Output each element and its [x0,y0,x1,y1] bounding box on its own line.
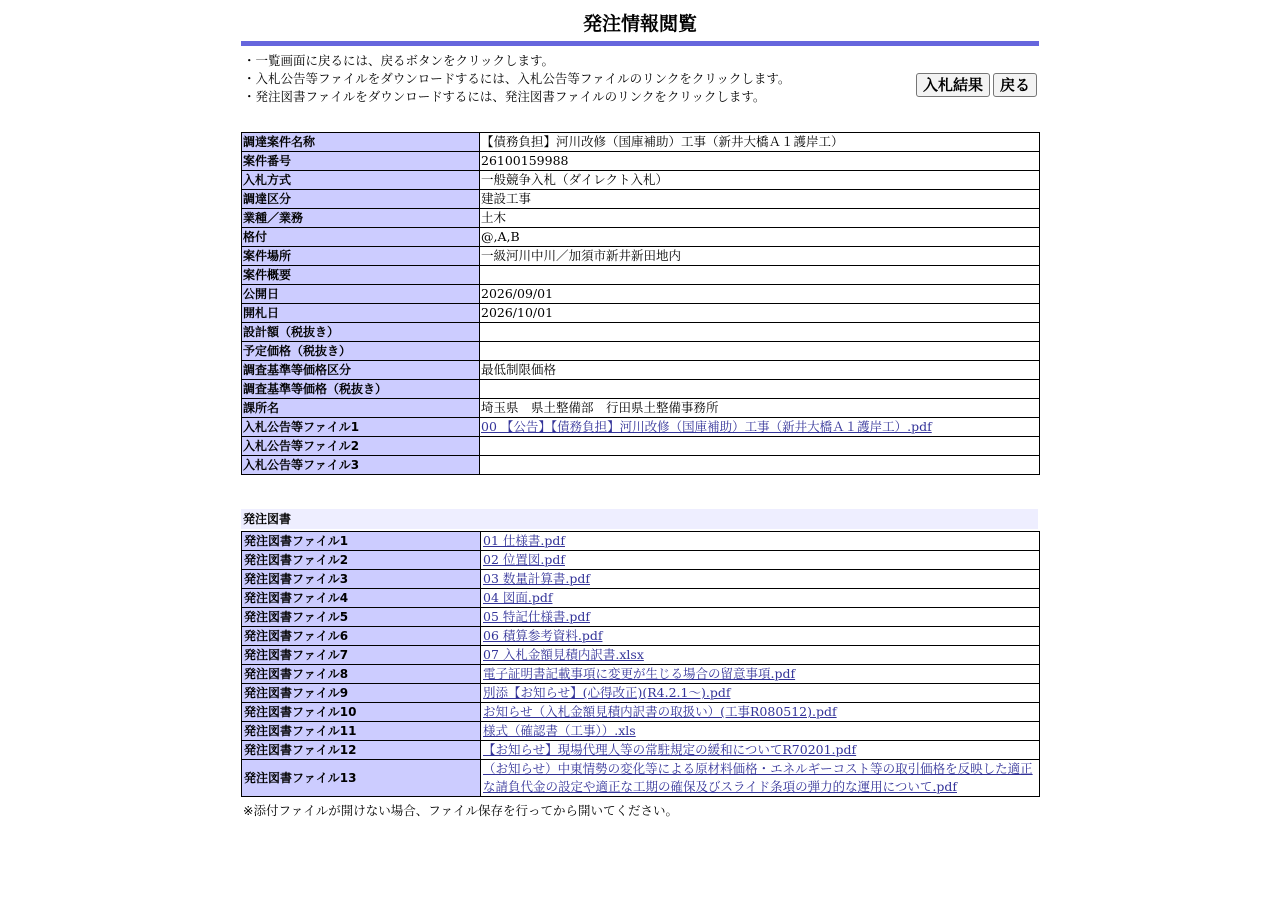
doc-label: 発注図書ファイル13 [242,760,481,797]
doc-file-link[interactable]: 別添【お知らせ】(心得改正)(R4.2.1～).pdf [483,685,731,700]
doc-value-cell [481,665,1040,684]
info-label: 公開日 [242,285,480,304]
info-value: 26100159988 [481,153,569,168]
info-label: 入札方式 [242,171,480,190]
info-row [242,399,1040,418]
info-label: 設計額（税抜き） [242,323,480,342]
info-row [242,304,1040,323]
info-row [242,323,1040,342]
info-value-cell [480,133,1040,152]
info-row [242,228,1040,247]
info-value: 土木 [481,210,507,225]
info-label: 入札公告等ファイル3 [242,456,480,475]
doc-row [242,703,1040,722]
info-label: 開札日 [242,304,480,323]
info-row [242,437,1040,456]
info-value-cell [480,247,1040,266]
doc-label: 発注図書ファイル3 [242,570,481,589]
info-value-cell [480,285,1040,304]
info-label: 入札公告等ファイル2 [242,437,480,456]
doc-file-link[interactable]: （お知らせ）中東情勢の変化等による原材料価格・エネルギーコスト等の取引価格を反映した適正な請負代金の設定や適正な工期の確保及びスライド条項の弾力的な運用について.pdf [483,761,1033,794]
info-value: 2026/10/01 [481,305,554,320]
info-row [242,361,1040,380]
doc-row [242,551,1040,570]
instructions-area [241,52,1039,132]
doc-label: 発注図書ファイル2 [242,551,481,570]
info-row [242,342,1040,361]
doc-file-link[interactable]: 05 特記仕様書.pdf [483,609,590,624]
info-value: @,A,B [481,229,520,244]
info-label: 課所名 [242,399,480,418]
doc-row [242,627,1040,646]
order-info-table [241,132,1040,475]
info-value-cell [480,380,1040,399]
doc-row [242,741,1040,760]
info-value-cell [480,228,1040,247]
info-label: 調査基準等価格（税抜き） [242,380,480,399]
doc-label: 発注図書ファイル12 [242,741,481,760]
info-value-cell [480,209,1040,228]
info-value: 建設工事 [481,191,532,206]
info-row [242,209,1040,228]
doc-label: 発注図書ファイル11 [242,722,481,741]
doc-value-cell [481,608,1040,627]
doc-label: 発注図書ファイル7 [242,646,481,665]
doc-file-link[interactable]: お知らせ（入札金額見積内訳書の取扱い）(工事R080512).pdf [483,704,837,719]
doc-row [242,589,1040,608]
info-value-cell [480,342,1040,361]
doc-file-link[interactable]: 01 仕様書.pdf [483,533,565,548]
doc-value-cell [481,703,1040,722]
doc-value-cell [481,741,1040,760]
info-value-cell [480,456,1040,475]
info-label: 入札公告等ファイル1 [242,418,480,437]
bid-results-button[interactable]: 入札結果 [916,73,990,97]
info-label: 業種／業務 [242,209,480,228]
info-value-cell [480,152,1040,171]
doc-file-link[interactable]: 02 位置図.pdf [483,552,565,567]
info-value: 【債務負担】河川改修（国庫補助）工事（新井大橋Ａ１護岸工） [481,134,844,149]
info-row [242,133,1040,152]
info-row [242,152,1040,171]
doc-label: 発注図書ファイル8 [242,665,481,684]
doc-value-cell [481,627,1040,646]
info-value-cell [480,171,1040,190]
doc-file-link[interactable]: 07 入札金額見積内訳書.xlsx [483,647,644,662]
doc-value-cell [481,589,1040,608]
page-container [241,0,1039,819]
doc-file-link[interactable]: 06 積算参考資料.pdf [483,628,603,643]
doc-row [242,722,1040,741]
info-label: 調査基準等価格区分 [242,361,480,380]
info-row [242,190,1040,209]
info-row [242,456,1040,475]
docs-section-heading: 発注図書 [241,509,1038,529]
bid-notice-file-link[interactable]: 00 【公告】【債務負担】河川改修（国庫補助）工事（新井大橋Ａ１護岸工）.pdf [481,419,932,434]
info-row [242,247,1040,266]
doc-file-link[interactable]: 03 数量計算書.pdf [483,571,590,586]
back-button[interactable]: 戻る [993,73,1037,97]
info-value-cell [480,304,1040,323]
info-value-cell [480,418,1040,437]
info-value-cell [480,437,1040,456]
doc-row [242,760,1040,797]
info-value: 2026/09/01 [481,286,554,301]
doc-row [242,646,1040,665]
doc-value-cell [481,551,1040,570]
doc-file-link[interactable]: 04 図面.pdf [483,590,553,605]
info-row [242,380,1040,399]
info-row [242,285,1040,304]
info-label: 格付 [242,228,480,247]
info-value: 最低制限価格 [481,362,557,377]
info-value: 一級河川中川／加須市新井新田地内 [481,248,682,263]
doc-file-link[interactable]: 様式（確認書（工事））.xls [483,723,636,738]
action-buttons [916,73,1037,97]
doc-label: 発注図書ファイル10 [242,703,481,722]
doc-label: 発注図書ファイル5 [242,608,481,627]
info-value-cell [480,323,1040,342]
doc-row [242,570,1040,589]
doc-file-link[interactable]: 【お知らせ】現場代理人等の常駐規定の緩和についてR70201.pdf [483,742,857,757]
info-value-cell [480,266,1040,285]
instruction-line: ・一覧画面に戻るには、戻るボタンをクリックします。 [243,53,555,68]
doc-label: 発注図書ファイル9 [242,684,481,703]
title-divider [241,41,1039,46]
doc-value-cell [481,760,1040,797]
info-value-cell [480,399,1040,418]
doc-row [242,665,1040,684]
doc-label: 発注図書ファイル4 [242,589,481,608]
doc-value-cell [481,570,1040,589]
doc-row [242,684,1040,703]
order-docs-table [241,531,1040,797]
info-value-cell [480,361,1040,380]
instruction-line: ・入札公告等ファイルをダウンロードするには、入札公告等ファイルのリンクをクリックします。 [243,71,791,86]
instruction-line: ・発注図書ファイルをダウンロードするには、発注図書ファイルのリンクをクリックします。 [243,89,766,104]
info-label: 予定価格（税抜き） [242,342,480,361]
info-label: 案件概要 [242,266,480,285]
doc-file-link[interactable]: 電子証明書記載事項に変更が生じる場合の留意事項.pdf [483,666,796,681]
info-value-cell [480,190,1040,209]
info-label: 調達案件名称 [242,133,480,152]
info-row [242,266,1040,285]
doc-value-cell [481,684,1040,703]
doc-value-cell [481,646,1040,665]
doc-label: 発注図書ファイル6 [242,627,481,646]
doc-value-cell [481,722,1040,741]
info-label: 案件場所 [242,247,480,266]
info-row [242,171,1040,190]
doc-label: 発注図書ファイル1 [242,532,481,551]
doc-row [242,532,1040,551]
info-value: 一般競争入札（ダイレクト入札） [481,172,669,187]
page-title: 発注情報閲覧 [582,13,697,35]
doc-row [242,608,1040,627]
footer-note: ※添付ファイルが開けない場合、ファイル保存を行ってから開いてください。 [243,803,678,818]
info-row [242,418,1040,437]
doc-value-cell [481,532,1040,551]
info-label: 調達区分 [242,190,480,209]
info-value: 埼玉県 県土整備部 行田県土整備事務所 [481,400,719,415]
info-label: 案件番号 [242,152,480,171]
